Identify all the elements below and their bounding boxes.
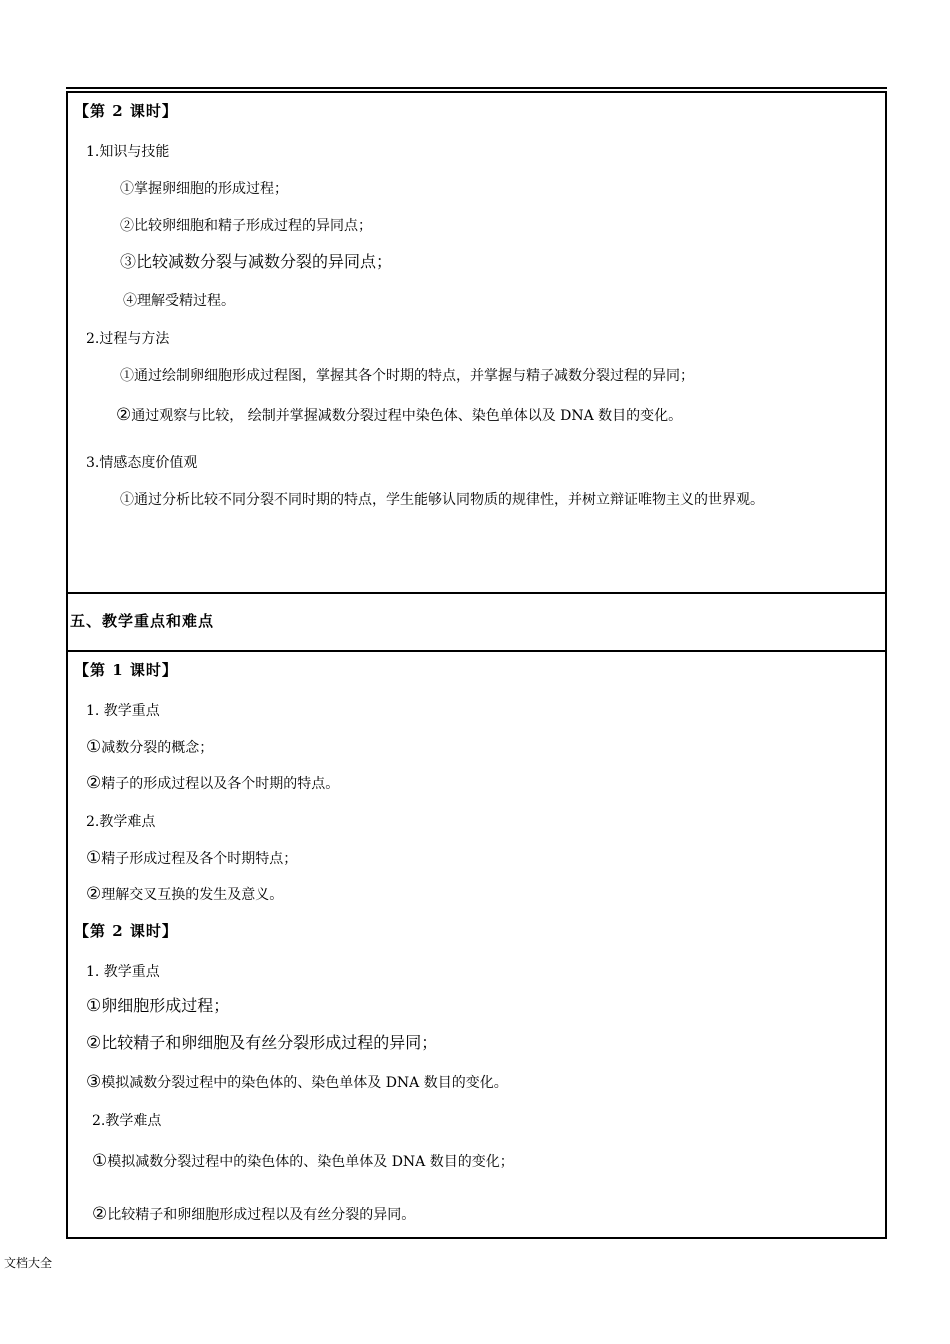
item-number: ①	[92, 1151, 108, 1171]
item-text: 比较精子和卵细胞形成过程以及有丝分裂的异同。	[107, 1207, 416, 1223]
item-text: 卵细胞形成过程；	[101, 996, 230, 1015]
item-number: ②	[116, 405, 132, 425]
lesson2-title: 【第 2 课时】	[74, 922, 178, 940]
lesson2-difficult-title: 2.教学难点	[92, 1113, 162, 1129]
lesson2-objectives-box	[66, 91, 887, 594]
knowledge-title: 1.知识与技能	[86, 144, 170, 160]
item-text: 精子形成过程及各个时期特点；	[101, 851, 298, 867]
lesson2-difficult-item	[92, 1152, 514, 1171]
item-text: 理解交叉互换的发生及意义。	[101, 887, 284, 903]
knowledge-item: ①掌握卵细胞的形成过程；	[120, 181, 288, 197]
item-number: ①	[86, 848, 102, 868]
item-text: 通过观察与比较， 绘制并掌握减数分裂过程中染色体、染色单体以及 DNA 数目的变化。	[131, 408, 683, 424]
section5-heading-box	[66, 592, 887, 652]
section5-heading: 五、教学重点和难点	[70, 612, 215, 630]
process-item	[116, 406, 682, 425]
item-number: ③	[86, 1072, 102, 1092]
knowledge-item: ③比较减数分裂与减数分裂的异同点；	[120, 252, 393, 271]
item-text: 模拟减数分裂过程中的染色体的、染色单体及 DNA 数目的变化。	[101, 1075, 508, 1091]
item-number: ②	[92, 1204, 108, 1224]
item-text: 精子的形成过程以及各个时期的特点。	[101, 776, 340, 792]
item-number: ②	[86, 773, 102, 793]
knowledge-item: ②比较卵细胞和精子形成过程的异同点；	[120, 218, 372, 234]
lesson2-key-item	[86, 1073, 508, 1092]
lesson2-difficult-item	[92, 1205, 415, 1224]
lesson1-difficult-item	[86, 849, 297, 868]
item-number: ②	[86, 884, 102, 904]
knowledge-item: ④理解受精过程。	[123, 293, 235, 309]
item-text: 比较精子和卵细胞及有丝分裂形成过程的异同；	[101, 1033, 438, 1052]
footer-label: 文档大全	[4, 1256, 53, 1270]
process-item: ①通过绘制卵细胞形成过程图，掌握其各个时期的特点，并掌握与精子减数分裂过程的异同；	[120, 368, 694, 384]
item-number: ①	[86, 737, 102, 757]
process-title: 2.过程与方法	[86, 331, 170, 347]
item-text: 模拟减数分裂过程中的染色体的、染色单体及 DNA 数目的变化；	[107, 1154, 514, 1170]
lesson1-key-title: 1. 教学重点	[86, 703, 160, 719]
lesson2-key-item	[86, 1034, 437, 1052]
lesson1-title: 【第 1 课时】	[74, 661, 178, 679]
item-number: ①	[86, 996, 102, 1016]
lesson1-key-item	[86, 774, 339, 793]
item-text: 减数分裂的概念；	[101, 740, 214, 756]
lesson2-title: 【第 2 课时】	[74, 102, 178, 120]
lesson2-key-title: 1. 教学重点	[86, 964, 160, 980]
lesson1-difficult-title: 2.教学难点	[86, 814, 156, 830]
section5-content-box	[66, 650, 887, 1239]
emotion-title: 3.情感态度价值观	[86, 455, 198, 471]
emotion-item: ①通过分析比较不同分裂不同时期的特点，学生能够认同物质的规律性，并树立辩证唯物主义的世界观。	[120, 492, 764, 508]
item-number: ②	[86, 1033, 102, 1053]
top-rule	[66, 87, 887, 89]
lesson1-difficult-item	[86, 885, 283, 904]
lesson1-key-item	[86, 738, 213, 757]
lesson2-key-item	[86, 997, 229, 1015]
